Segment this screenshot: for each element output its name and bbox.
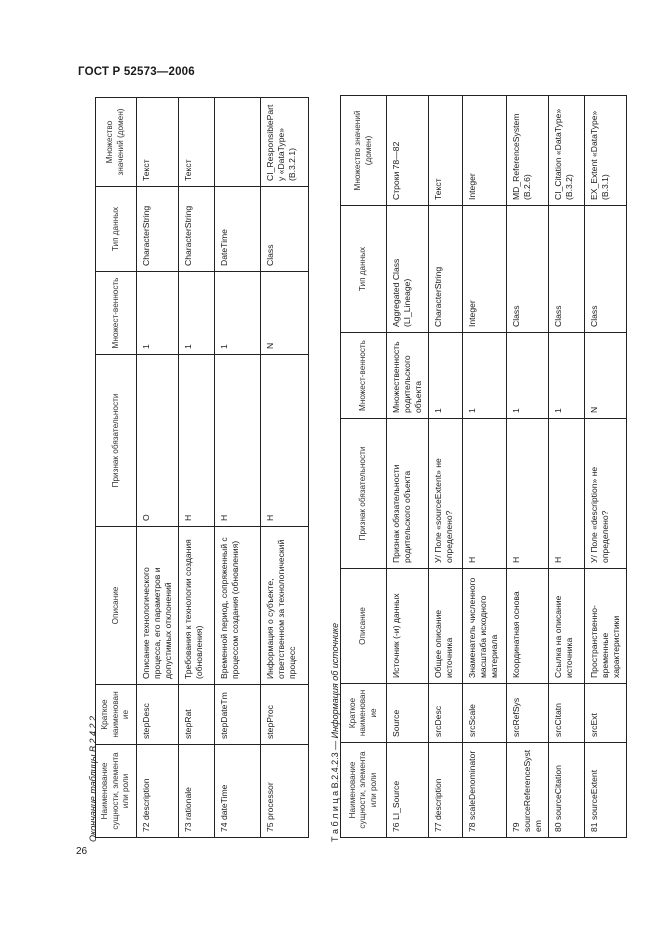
cell: 74 dateTime: [214, 745, 260, 838]
table2-container: [340, 95, 627, 838]
table2-col-desc: Описание: [341, 569, 387, 684]
cell: CharacterString: [429, 206, 463, 333]
cell: Источник (-и) данных: [387, 569, 429, 684]
cell: [214, 98, 260, 187]
table1-col-entity: Наименование сущности, элемента или роли: [96, 745, 137, 838]
cell: У/ Поле «sourceExtent» не определено?: [429, 419, 463, 569]
table1-col-domain: Множество значений (домен): [96, 98, 137, 187]
cell: У/ Поле «description» не определено?: [585, 419, 627, 569]
table-row: [585, 96, 627, 838]
cell: Описание технологического процесса, его параметров и допустимых отклонений: [136, 527, 178, 685]
cell: 1: [214, 272, 260, 355]
cell: Общее описание источника: [429, 569, 463, 684]
cell: stepDesc: [136, 685, 178, 745]
cell: 75 processor: [260, 745, 308, 838]
page-number: 26: [76, 846, 88, 857]
cell: Текст: [136, 98, 178, 187]
cell: stepProc: [260, 685, 308, 745]
table-row: [549, 96, 585, 838]
table-row: [463, 96, 507, 838]
cell: Class: [549, 206, 585, 333]
cell: О: [136, 355, 178, 527]
cell: Координатная основа: [507, 569, 549, 684]
cell: Ссылка на описание источника: [549, 569, 585, 684]
cell: Aggregated Class (LI_Lineage): [387, 206, 429, 333]
table2: [340, 95, 627, 838]
cell: Строки 78—82: [387, 96, 429, 206]
cell: Признак обязательности родительского объекта: [387, 419, 429, 569]
cell: Integer: [463, 206, 507, 333]
cell: Текст: [429, 96, 463, 206]
cell: srcCitatn: [549, 684, 585, 743]
table2-col-short: Краткое наименование: [341, 684, 387, 743]
cell: N: [260, 272, 308, 355]
cell: EX_Extent «DataType» (B.3.1): [585, 96, 627, 206]
cell: Н: [463, 419, 507, 569]
cell: 1: [429, 333, 463, 419]
cell: Н: [507, 419, 549, 569]
cell: 72 description: [136, 745, 178, 838]
cell: srcExt: [585, 684, 627, 743]
cell: Source: [387, 684, 429, 743]
cell: MD_ReferenceSystem (B.2.6): [507, 96, 549, 206]
table1-col-short: Краткое наименование: [96, 685, 137, 745]
cell: 73 rationale: [178, 745, 214, 838]
cell: CI_ResponsibleParty «DataType» (B.3.2.1): [260, 98, 308, 187]
table1-col-oblig: Признак обязательности: [96, 355, 137, 527]
cell: 1: [178, 272, 214, 355]
table-row: [260, 98, 308, 838]
cell: 1: [549, 333, 585, 419]
cell: stepDateTm: [214, 685, 260, 745]
table2-caption: Т а б л и ц а В.2.4.2.3 — Информация об источнике: [330, 622, 340, 842]
cell: srcScale: [463, 684, 507, 743]
cell: 77 description: [429, 743, 463, 838]
table1-container: [95, 97, 309, 838]
cell: Class: [507, 206, 549, 333]
cell: Множественность родительского объекта: [387, 333, 429, 419]
table-row: [178, 98, 214, 838]
cell: srcRefSys: [507, 684, 549, 743]
cell: Н: [214, 355, 260, 527]
cell: Н: [178, 355, 214, 527]
cell: CharacterString: [136, 187, 178, 272]
table1-col-desc: Описание: [96, 527, 137, 685]
cell: Class: [260, 187, 308, 272]
cell: Н: [260, 355, 308, 527]
cell: stepRat: [178, 685, 214, 745]
cell: 80 sourceCitation: [549, 743, 585, 838]
table1-header-row: [96, 98, 137, 838]
cell: CI_Citation «DataType» (B.3.2): [549, 96, 585, 206]
table-row: [214, 98, 260, 838]
cell: 1: [136, 272, 178, 355]
table1: [95, 97, 309, 838]
cell: CharacterString: [178, 187, 214, 272]
cell: Требования к технологии создания (обновления): [178, 527, 214, 685]
table1-col-type: Тип данных: [96, 187, 137, 272]
cell: 81 sourceExtent: [585, 743, 627, 838]
cell: Class: [585, 206, 627, 333]
cell: Знаменатель численного масштаба исходного материала: [463, 569, 507, 684]
page-header: ГОСТ Р 52573—2006: [78, 66, 195, 78]
table-row: [136, 98, 178, 838]
table-row: [507, 96, 549, 838]
table2-header-row: [341, 96, 387, 838]
cell: Временной период, сопряженный с процессом создания (обновления): [214, 527, 260, 685]
table-row: [387, 96, 429, 838]
cell: Н: [549, 419, 585, 569]
cell: 79 sourceReferenceSystem: [507, 743, 549, 838]
cell: 78 scaleDenominator: [463, 743, 507, 838]
cell: Пространственно-временные характеристики: [585, 569, 627, 684]
cell: Информация о субъекте, ответственном за технологический процесс: [260, 527, 308, 685]
table1-caption: Окончание таблицы В.2.4.2.2: [88, 716, 98, 842]
cell: srcDesc: [429, 684, 463, 743]
table2-col-oblig: Признак обязательности: [341, 419, 387, 569]
table-row: [429, 96, 463, 838]
cell: Integer: [463, 96, 507, 206]
cell: N: [585, 333, 627, 419]
cell: 76 LI_Source: [387, 743, 429, 838]
table1-col-mult: Множест-венность: [96, 272, 137, 355]
cell: 1: [507, 333, 549, 419]
cell: DateTime: [214, 187, 260, 272]
table2-col-type: Тип данных: [341, 206, 387, 333]
cell: Текст: [178, 98, 214, 187]
table2-col-entity: Наименование сущности, элемента или роли: [341, 743, 387, 838]
table2-col-mult: Множест-венность: [341, 333, 387, 419]
table2-col-domain: Множество значений (домен): [341, 96, 387, 206]
cell: 1: [463, 333, 507, 419]
